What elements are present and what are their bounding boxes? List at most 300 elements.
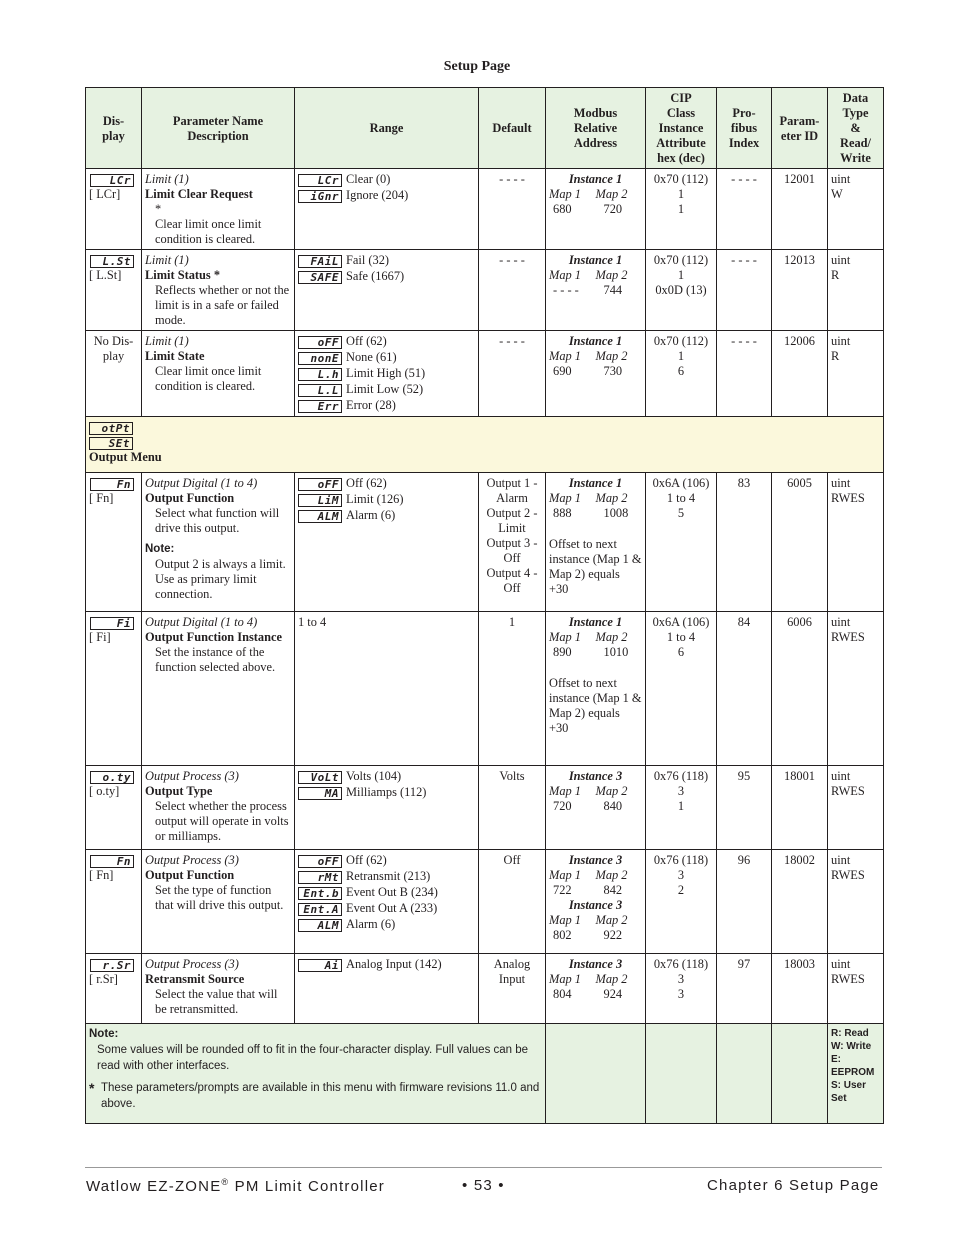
datatype-value: uint RWES xyxy=(831,615,865,644)
parameter-description: Set the type of function that will drive this output. xyxy=(155,883,284,912)
datatype-value: uint RWES xyxy=(831,853,865,882)
parameter-cell xyxy=(142,850,295,954)
profibus-cell xyxy=(717,954,772,1024)
display-code: No Dis- play xyxy=(93,334,134,363)
range-item xyxy=(298,901,475,916)
parameter-name: Limit Clear Request xyxy=(145,187,253,201)
header-cip-text: CIP Class Instance Attribute hex (dec) xyxy=(656,91,706,165)
map2-label: Map 2 xyxy=(595,913,628,927)
parameter-name: Limit State xyxy=(145,349,205,363)
display-cell xyxy=(86,954,142,1024)
modbus-map-grid xyxy=(549,187,642,217)
paramid-value: 18002 xyxy=(784,853,815,867)
range-cell xyxy=(295,473,479,612)
lcd-display-icon: nonE xyxy=(298,352,342,365)
range-text: Limit Low (52) xyxy=(346,382,424,396)
header-cip xyxy=(646,88,717,169)
cip-value: 0x70 (112) 1 6 xyxy=(653,334,709,378)
range-text: Alarm (6) xyxy=(346,508,396,522)
display-code: [ o.ty] xyxy=(89,784,120,798)
map1-label: Map 1 xyxy=(549,349,582,363)
table-row xyxy=(86,473,884,612)
cip-value: 0x76 (118) 3 2 xyxy=(653,853,709,897)
paramid-cell xyxy=(772,331,828,417)
modbus-cell xyxy=(546,331,646,417)
modbus-instance: Instance 1 xyxy=(568,615,623,629)
note-cell xyxy=(86,1024,546,1124)
footer-brand: Watlow EZ-ZONE xyxy=(86,1178,222,1195)
lcd-wrap xyxy=(89,769,138,784)
footer-page-number: • 53 • xyxy=(462,1177,505,1194)
cip-cell xyxy=(646,331,717,417)
lcd-display-icon: oFF xyxy=(298,855,342,868)
profibus-value: - - - - xyxy=(731,253,757,267)
header-datatype xyxy=(828,88,884,169)
legend-item: R: Read xyxy=(831,1028,869,1039)
map2-value: 924 xyxy=(603,987,623,1001)
display-cell xyxy=(86,850,142,954)
range-item xyxy=(298,869,475,884)
profibus-cell xyxy=(717,169,772,250)
parameter-category: Limit (1) xyxy=(145,334,189,348)
paramid-cell xyxy=(772,850,828,954)
lcd-display-icon: Fn xyxy=(90,478,134,491)
parameter-category: Output Digital (1 to 4) xyxy=(145,615,258,629)
parameter-category: Output Process (3) xyxy=(145,769,239,783)
range-item xyxy=(298,917,475,932)
modbus-map-grid xyxy=(549,630,642,660)
default-cell xyxy=(479,250,546,331)
map1-label: Map 1 xyxy=(549,268,582,282)
map1-label: Map 1 xyxy=(549,187,582,201)
note-text: Some values will be rounded off to fit in the four-character display. Full values can be read with other interfaces. xyxy=(97,1044,529,1072)
range-text: Alarm (6) xyxy=(346,917,396,931)
modbus-instance: Instance 1 xyxy=(568,172,623,186)
map2-value: 1010 xyxy=(603,645,629,659)
default-value: - - - - xyxy=(499,253,525,267)
cip-value: 0x76 (118) 3 3 xyxy=(653,957,709,1001)
map1-label: Map 1 xyxy=(549,630,582,644)
range-cell xyxy=(295,331,479,417)
lcd-wrap xyxy=(89,853,138,868)
paramid-value: 12001 xyxy=(784,172,815,186)
note-empty-cell xyxy=(546,1024,646,1124)
parameter-description: Select whether the process output will operate in volts or milliamps. xyxy=(155,799,289,843)
header-profibus xyxy=(717,88,772,169)
datatype-cell xyxy=(828,766,884,850)
range-text: Event Out A (233) xyxy=(346,901,438,915)
datatype-value: uint R xyxy=(831,334,851,363)
datatype-cell xyxy=(828,169,884,250)
table-row xyxy=(86,766,884,850)
default-value: Output 1 - Alarm Output 2 - Limit Output 3 - Off Output 4 - Off xyxy=(486,476,538,595)
footer-registered: ® xyxy=(221,1177,230,1187)
parameter-description: * Clear limit once limit condition is cleared. xyxy=(155,202,262,246)
datatype-value: uint RWES xyxy=(831,476,865,505)
modbus-cell xyxy=(546,169,646,250)
legend-item: W: Write xyxy=(831,1041,872,1052)
table-row xyxy=(86,954,884,1024)
range-item xyxy=(298,885,475,900)
range-item xyxy=(298,334,475,349)
parameter-table xyxy=(85,87,884,1124)
range-text: Safe (1667) xyxy=(346,269,405,283)
parameter-cell xyxy=(142,331,295,417)
range-text: Milliamps (112) xyxy=(346,785,427,799)
footer-product: PM Limit Controller xyxy=(229,1178,385,1195)
parameter-category: Limit (1) xyxy=(145,172,189,186)
parameter-note-label: Note: xyxy=(145,543,175,555)
datatype-cell xyxy=(828,612,884,766)
profibus-cell xyxy=(717,250,772,331)
parameter-cell xyxy=(142,954,295,1024)
display-cell xyxy=(86,169,142,250)
display-code: [ Fi] xyxy=(89,630,111,644)
map1-label: Map 1 xyxy=(549,972,582,986)
range-item xyxy=(298,350,475,365)
legend-item: E: EEPROM xyxy=(831,1054,875,1078)
map2-value: 730 xyxy=(603,364,623,378)
output-menu-section xyxy=(86,417,884,473)
profibus-value: 96 xyxy=(737,853,751,867)
modbus-instance: Instance 3 xyxy=(568,898,623,912)
table-row xyxy=(86,169,884,250)
profibus-cell xyxy=(717,473,772,612)
map1-label: Map 1 xyxy=(549,913,582,927)
display-code: [ L.St] xyxy=(89,268,122,282)
header-datatype-text: Data Type & Read/ Write xyxy=(840,91,871,165)
profibus-cell xyxy=(717,850,772,954)
range-cell xyxy=(295,612,479,766)
display-code: [ Fn] xyxy=(89,491,114,505)
lcd-wrap xyxy=(89,476,138,491)
default-cell xyxy=(479,473,546,612)
range-item xyxy=(298,253,475,268)
cip-value: 0x70 (112) 1 1 xyxy=(653,172,709,216)
datatype-value: uint R xyxy=(831,253,851,282)
modbus-map-grid xyxy=(549,349,642,379)
default-value: - - - - xyxy=(499,172,525,186)
lcd-display-icon: Ent.A xyxy=(298,903,342,916)
range-item xyxy=(298,853,475,868)
range-text: Retransmit (213) xyxy=(346,869,431,883)
range-text: Clear (0) xyxy=(346,172,391,186)
parameter-name: Output Function xyxy=(145,491,235,505)
range-text: Event Out B (234) xyxy=(346,885,438,899)
range-cell xyxy=(295,250,479,331)
modbus-cell xyxy=(546,850,646,954)
range-text: Fail (32) xyxy=(346,253,390,267)
profibus-cell xyxy=(717,331,772,417)
range-text: Error (28) xyxy=(346,398,396,412)
cip-cell xyxy=(646,850,717,954)
lcd-display-icon: Ai xyxy=(298,959,342,972)
parameter-category: Output Process (3) xyxy=(145,853,239,867)
modbus-instance: Instance 1 xyxy=(568,253,623,267)
cip-value: 0x70 (112) 1 0x0D (13) xyxy=(653,253,709,297)
lcd-display-icon: oFF xyxy=(298,478,342,491)
map2-value: 922 xyxy=(603,928,623,942)
modbus-map-grid xyxy=(549,868,642,898)
range-text: Ignore (204) xyxy=(346,188,409,202)
lcd-display-icon: ALM xyxy=(298,510,342,523)
lcd-display-icon: otPt xyxy=(89,422,133,435)
lcd-wrap xyxy=(89,172,138,187)
header-modbus-text: Modbus Relative Address xyxy=(573,106,618,150)
map1-value: 890 xyxy=(553,645,572,659)
lcd-display-icon: SAFE xyxy=(298,271,342,284)
default-cell xyxy=(479,331,546,417)
map2-label: Map 2 xyxy=(595,187,628,201)
range-item xyxy=(298,382,475,397)
display-code: [ LCr] xyxy=(89,187,121,201)
lcd-display-icon: Err xyxy=(298,400,342,413)
datatype-cell xyxy=(828,473,884,612)
parameter-cell xyxy=(142,169,295,250)
cip-cell xyxy=(646,766,717,850)
table-row xyxy=(86,331,884,417)
paramid-value: 18003 xyxy=(784,957,815,971)
parameter-description: Clear limit once limit condition is cleared. xyxy=(155,364,262,393)
legend-item: S: User Set xyxy=(831,1080,867,1104)
lcd-display-icon: SEt xyxy=(89,437,133,450)
note-empty-cell xyxy=(717,1024,772,1124)
default-value: Volts xyxy=(499,769,525,783)
modbus-map-grid xyxy=(549,784,642,814)
header-profibus-text: Pro- fibus Index xyxy=(728,106,760,150)
parameter-name: Retransmit Source xyxy=(145,972,245,986)
parameter-description: Select what function will drive this output. xyxy=(155,506,280,535)
modbus-map-grid xyxy=(549,913,642,943)
modbus-cell xyxy=(546,612,646,766)
lcd-display-icon: ALM xyxy=(298,919,342,932)
default-cell xyxy=(479,169,546,250)
map1-value: 888 xyxy=(553,506,572,520)
modbus-instance: Instance 3 xyxy=(568,957,623,971)
header-paramid-text: Param- eter ID xyxy=(779,113,820,143)
header-paramid xyxy=(772,88,828,169)
legend-cell xyxy=(828,1024,884,1124)
range-item xyxy=(298,269,475,284)
modbus-offset: Offset to next instance (Map 1 & Map 2) equals +30 xyxy=(549,676,642,735)
profibus-cell xyxy=(717,766,772,850)
header-display xyxy=(86,88,142,169)
header-param-text: Parameter Name Description xyxy=(172,113,264,143)
note-star: * xyxy=(89,1080,95,1096)
lcd-display-icon: oFF xyxy=(298,336,342,349)
range-cell xyxy=(295,954,479,1024)
lcd-wrap xyxy=(89,957,138,972)
parameter-name: Output Function Instance xyxy=(145,630,283,644)
range-text: Limit (126) xyxy=(346,492,404,506)
profibus-value: - - - - xyxy=(731,172,757,186)
table-row xyxy=(86,250,884,331)
footer-rule xyxy=(85,1167,882,1168)
display-cell xyxy=(86,473,142,612)
display-code: [ Fn] xyxy=(89,868,114,882)
range-item xyxy=(298,476,475,491)
map2-value: 842 xyxy=(603,883,623,897)
lcd-display-icon: FAiL xyxy=(298,255,342,268)
modbus-map-grid xyxy=(549,491,642,521)
header-default xyxy=(479,88,546,169)
map2-value: 720 xyxy=(603,202,623,216)
cip-value: 0x6A (106) 1 to 4 5 xyxy=(652,476,710,520)
datatype-cell xyxy=(828,850,884,954)
range-item xyxy=(298,492,475,507)
map1-value: 722 xyxy=(553,883,572,897)
modbus-instance: Instance 1 xyxy=(568,476,623,490)
header-display-text: Dis- play xyxy=(102,113,125,143)
datatype-cell xyxy=(828,331,884,417)
default-value: 1 xyxy=(508,615,516,629)
modbus-instance: Instance 3 xyxy=(568,769,623,783)
range-item xyxy=(298,508,475,523)
lcd-display-icon: o.ty xyxy=(90,771,134,784)
paramid-value: 6005 xyxy=(787,476,812,490)
range-cell xyxy=(295,850,479,954)
map2-label: Map 2 xyxy=(595,784,628,798)
note-label: Note: xyxy=(89,1028,119,1040)
lcd-display-icon: L.L xyxy=(298,384,342,397)
modbus-cell xyxy=(546,954,646,1024)
profibus-value: 84 xyxy=(737,615,751,629)
parameter-note: Output 2 is always a limit. Use as primary limit connection. xyxy=(155,557,286,601)
cip-value: 0x6A (106) 1 to 4 6 xyxy=(652,615,710,659)
range-item xyxy=(298,366,475,381)
map1-value: 802 xyxy=(553,928,572,942)
note-star-line xyxy=(89,1080,542,1112)
header-modbus xyxy=(546,88,646,169)
map2-value: 744 xyxy=(603,283,623,297)
default-cell xyxy=(479,954,546,1024)
cip-cell xyxy=(646,473,717,612)
range-item xyxy=(298,785,475,800)
parameter-cell xyxy=(142,250,295,331)
table-body xyxy=(86,169,884,1124)
range-text: Off (62) xyxy=(346,853,387,867)
default-cell xyxy=(479,766,546,850)
map1-label: Map 1 xyxy=(549,491,582,505)
page-title: Setup Page xyxy=(443,59,511,74)
header-range-text: Range xyxy=(369,121,404,135)
parameter-category: Output Digital (1 to 4) xyxy=(145,476,258,490)
display-cell xyxy=(86,250,142,331)
section-lcd-line xyxy=(89,435,880,450)
parameter-cell xyxy=(142,612,295,766)
footer-chapter: Chapter 6 Setup Page xyxy=(707,1177,880,1194)
map1-value: 690 xyxy=(553,364,572,378)
profibus-value: 95 xyxy=(737,769,751,783)
section-label: Output Menu xyxy=(89,450,162,464)
profibus-cell xyxy=(717,612,772,766)
lcd-display-icon: LCr xyxy=(298,174,342,187)
map1-label: Map 1 xyxy=(549,784,582,798)
lcd-display-icon: LiM xyxy=(298,494,342,507)
profibus-value: 83 xyxy=(737,476,751,490)
parameter-category: Output Process (3) xyxy=(145,957,239,971)
header-range xyxy=(295,88,479,169)
lcd-display-icon: L.h xyxy=(298,368,342,381)
modbus-offset: Offset to next instance (Map 1 & Map 2) equals +30 xyxy=(549,537,642,596)
paramid-value: 18001 xyxy=(784,769,815,783)
profibus-value: 97 xyxy=(737,957,751,971)
paramid-value: 12013 xyxy=(784,253,815,267)
lcd-display-icon: r.Sr xyxy=(90,959,134,972)
datatype-cell xyxy=(828,954,884,1024)
map1-label: Map 1 xyxy=(549,868,582,882)
note-row xyxy=(86,1024,884,1124)
map2-label: Map 2 xyxy=(595,491,628,505)
profibus-value: - - - - xyxy=(731,334,757,348)
lcd-wrap xyxy=(89,253,138,268)
lcd-display-icon: Fn xyxy=(90,855,134,868)
lcd-display-icon: rMt xyxy=(298,871,342,884)
parameter-name: Limit Status * xyxy=(145,268,221,282)
lcd-display-icon: VoLt xyxy=(298,771,342,784)
datatype-value: uint W xyxy=(831,172,851,201)
display-code: [ r.Sr] xyxy=(89,972,118,986)
modbus-cell xyxy=(546,250,646,331)
modbus-instance: Instance 3 xyxy=(568,853,623,867)
map1-value: 720 xyxy=(553,799,572,813)
section-lcd-line xyxy=(89,420,880,435)
lcd-display-icon: Ent.b xyxy=(298,887,342,900)
range-text: None (61) xyxy=(346,350,397,364)
parameter-name: Output Function xyxy=(145,868,235,882)
paramid-cell xyxy=(772,954,828,1024)
paramid-cell xyxy=(772,766,828,850)
default-cell xyxy=(479,612,546,766)
note-text-firmware: These parameters/prompts are available in this menu with firmware revisions 11.0 and above. xyxy=(101,1082,540,1110)
section-row xyxy=(86,417,884,473)
parameter-description: Reflects whether or not the limit is in a safe or failed mode. xyxy=(155,283,290,327)
table-row xyxy=(86,612,884,766)
footer-title xyxy=(86,1177,385,1195)
map1-value: 680 xyxy=(553,202,572,216)
range-text: Volts (104) xyxy=(346,769,402,783)
cip-cell xyxy=(646,954,717,1024)
map2-label: Map 2 xyxy=(595,349,628,363)
parameter-category: Limit (1) xyxy=(145,253,189,267)
header-default-text: Default xyxy=(492,121,532,135)
lcd-display-icon: Fi xyxy=(90,617,134,630)
lcd-display-icon: iGnr xyxy=(298,190,342,203)
range-item xyxy=(298,957,475,972)
cip-value: 0x76 (118) 3 1 xyxy=(653,769,709,813)
modbus-map-grid xyxy=(549,972,642,1002)
map2-label: Map 2 xyxy=(595,972,628,986)
parameter-name: Output Type xyxy=(145,784,213,798)
cip-cell xyxy=(646,169,717,250)
range-text: 1 to 4 xyxy=(298,615,327,629)
range-text: Limit High (51) xyxy=(346,366,426,380)
parameter-description: Set the instance of the function selected above. xyxy=(155,645,276,674)
default-value: Analog Input xyxy=(493,957,531,986)
map2-label: Map 2 xyxy=(595,868,628,882)
display-cell xyxy=(86,331,142,417)
paramid-cell xyxy=(772,250,828,331)
range-text: Off (62) xyxy=(346,476,387,490)
lcd-display-icon: MA xyxy=(298,787,342,800)
display-cell xyxy=(86,612,142,766)
range-cell xyxy=(295,169,479,250)
paramid-value: 12006 xyxy=(784,334,815,348)
range-item xyxy=(298,769,475,784)
lcd-wrap xyxy=(89,615,138,630)
datatype-value: uint RWES xyxy=(831,769,865,798)
range-item xyxy=(298,172,475,187)
